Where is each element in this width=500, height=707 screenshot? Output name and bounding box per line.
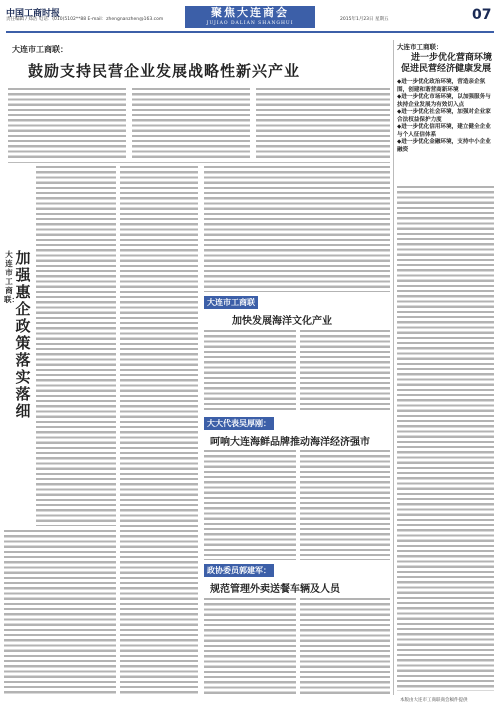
story4-body-2 bbox=[300, 598, 390, 694]
section-title: 聚焦大连商会 bbox=[211, 6, 289, 19]
story4-body-1 bbox=[204, 598, 296, 694]
sidebar-bullet: ◆进一步优化政治环境，营造亲企氛围，创建和谐营商新环境 bbox=[397, 79, 486, 93]
vertical-story-body-1 bbox=[36, 166, 116, 526]
lead-column-3 bbox=[256, 88, 390, 158]
vertical-kicker: 大连市工商联： bbox=[4, 250, 19, 304]
sidebar-bullet: ◆进一步优化市场环境，以加强服务与扶持企业发展为有效切入点 bbox=[397, 94, 491, 108]
story3-headline: 呵响大连海鲜品牌推动海洋经济强市 bbox=[210, 437, 370, 448]
story4-headline: 规范管理外卖送餐车辆及人员 bbox=[210, 584, 340, 595]
story3-body-1 bbox=[204, 450, 296, 560]
issue-date: 2015年1月23日 星期五 bbox=[340, 17, 389, 22]
sidebar-box bbox=[397, 42, 494, 182]
sidebar-kicker: 大连市工商联： bbox=[397, 43, 443, 51]
lead-column-1 bbox=[8, 88, 126, 158]
lead-headline: 鼓励支持民营企业发展战略性新兴产业 bbox=[28, 62, 301, 80]
story2-kicker: 大连市工商联 bbox=[204, 296, 258, 309]
masthead-rule bbox=[6, 31, 494, 33]
masthead bbox=[0, 0, 500, 32]
section-title-en: JUJIAO DALIAN SHANGHUI bbox=[206, 21, 294, 26]
story1-body-top bbox=[204, 166, 390, 292]
story2-headline: 加快发展海洋文化产业 bbox=[232, 316, 332, 327]
story3-body-2 bbox=[300, 450, 390, 560]
story4-kicker: 政协委员郭建军： bbox=[204, 564, 274, 577]
vertical-headline: 加强惠企政策落实落细 bbox=[15, 249, 31, 420]
story2-body-1 bbox=[204, 330, 296, 412]
vertical-story-body-3 bbox=[120, 166, 198, 696]
lead-column-2 bbox=[132, 88, 250, 158]
footer-note: 本版由大连市工商联商会稿件提供 bbox=[400, 698, 468, 703]
column-divider bbox=[393, 40, 394, 695]
section-divider bbox=[8, 162, 390, 163]
story3-kicker: 大大代表吴厚刚： bbox=[204, 417, 274, 430]
page-number: 07 bbox=[472, 7, 492, 23]
sidebar-bullet: ◆进一步优化金融环境，支持中小企业融资 bbox=[397, 139, 491, 153]
sidebar-title-2: 促进民营经济健康发展 bbox=[401, 64, 492, 74]
editor-contact: 责任编辑 / 郑浩 电话：(010)5102**88 E-mail：zhengnanzhen@163.com bbox=[6, 17, 164, 22]
story2-body-2 bbox=[300, 330, 390, 412]
sidebar-bullet: ◆进一步优化信用环境，建立健全企业与个人征信体系 bbox=[397, 124, 491, 138]
section-banner bbox=[185, 6, 315, 28]
lead-kicker: 大连市工商联： bbox=[12, 44, 68, 54]
sidebar-title-1: 进一步优化营商环境 bbox=[411, 53, 493, 63]
paper-logo: 中国工商时报 bbox=[6, 9, 61, 19]
vertical-story-body-2 bbox=[4, 530, 116, 695]
sidebar-bullet: ◆进一步优化社会环境，加强对企业家合法权益保护力度 bbox=[397, 109, 491, 123]
sidebar-body bbox=[397, 186, 494, 691]
